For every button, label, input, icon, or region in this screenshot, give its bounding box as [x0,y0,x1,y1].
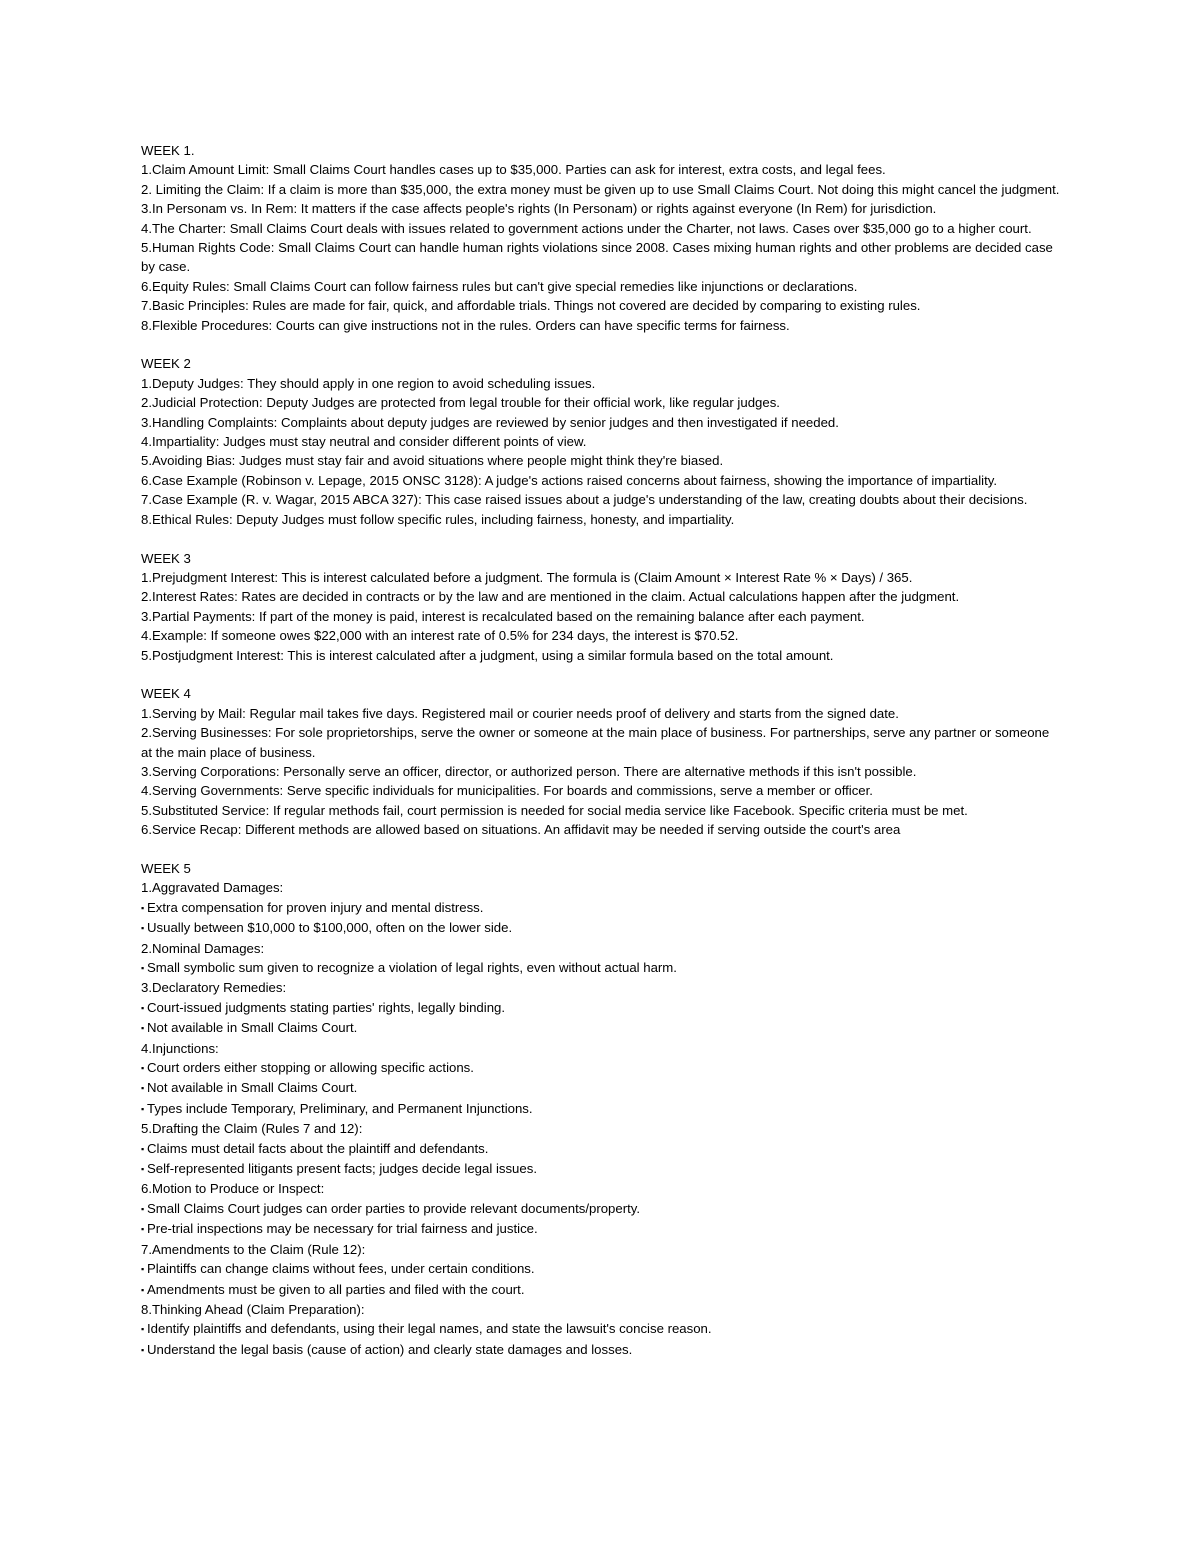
bullet-text: Not available in Small Claims Court. [147,1020,358,1036]
bullet-text: Identify plaintiffs and defendants, using their legal names, and state the lawsuit's concise reason. [147,1321,712,1337]
item-text: Rates are decided in contracts or by the law and are mentioned in the claim. Actual calculations happen after the judgment. [237,589,960,605]
bullet-text: Court-issued judgments stating parties' rights, legally binding. [147,999,506,1015]
week-5-group-8-heading: 8.Thinking Ahead (Claim Preparation): [141,1301,365,1317]
item-number: 6. [141,822,152,838]
bullet-icon: ▪ [141,1264,145,1275]
item-number: 2. [141,589,152,605]
week-4-section [141,684,1061,839]
bullet-icon: ▪ [141,923,145,934]
item-text: If regular methods fail, court permission is needed for social media service like Facebook. Specific criteria must be met. [269,802,968,818]
bullet-item [141,1319,1061,1339]
bullet-icon: ▪ [141,1023,145,1034]
item-number: 3. [141,414,152,430]
week-2-item-1 [141,374,1061,393]
item-text: They should apply in one region to avoid scheduling issues. [243,375,596,391]
item-text: Deputy Judges must follow specific rules, including fairness, honesty, and impartiality. [232,511,735,527]
item-text: Regular mail takes five days. Registered mail or courier needs proof of delivery and starts from the signed date. [245,705,899,721]
bullet-icon: ▪ [141,1103,145,1114]
item-text: It matters if the case affects people's rights (In Personam) or rights against everyone (In Rem) for jurisdiction. [297,201,937,217]
item-term: Human Rights Code: [152,240,275,256]
week-1-item-7 [141,296,1061,315]
item-number: 5. [141,240,152,256]
item-term: Serving Governments: [152,783,284,799]
item-term: Limiting the Claim: [155,181,265,197]
item-term: Ethical Rules: [152,511,233,527]
item-term: Flexible Procedures: [152,317,273,333]
item-text: Deputy Judges are protected from legal trouble for their official work, like regular judges. [262,395,780,411]
week-2-title: WEEK 2 [141,356,191,372]
item-text: A judge's actions raised concerns about fairness, showing the importance of impartiality. [481,472,998,488]
item-number: 1. [141,569,152,585]
item-number: 1. [141,375,152,391]
item-text: Judges must stay fair and avoid situations where people might think they're biased. [235,453,724,469]
item-number: 3. [141,201,152,217]
item-text: Small Claims Court deals with issues related to government actions under the Charter, not laws. Cases over $35,000 go to a higher court. [226,220,1032,236]
item-text: Judges must stay neutral and consider different points of view. [219,434,587,450]
week-4-title: WEEK 4 [141,686,191,702]
item-number: 4. [141,220,152,236]
item-number: 5. [141,647,152,663]
bullet-icon: ▪ [141,1002,145,1013]
week-5-group-7-heading: 7.Amendments to the Claim (Rule 12): [141,1241,366,1257]
week-4-item-5 [141,801,1061,820]
item-text: Small Claims Court handles cases up to $35,000. Parties can ask for interest, extra costs, and legal fees. [269,162,886,178]
item-text: If someone owes $22,000 with an interest rate of 0.5% for 234 days, the interest is $70.52. [206,628,739,644]
item-text: This is interest calculated after a judgment, using a similar formula based on the total amount. [283,647,834,663]
bullet-item [141,898,1061,918]
week-4-item-2 [141,723,1061,762]
item-term: The Charter: [152,220,227,236]
item-term: Case Example (Robinson v. Lepage, 2015 ONSC 3128): [152,472,482,488]
bullet-item [141,1139,1061,1159]
item-term: Interest Rates: [152,589,238,605]
item-number: 5. [141,802,152,818]
bullet-icon: ▪ [141,1164,145,1175]
item-text: If a claim is more than $35,000, the extra money must be given up to use Small Claims Court. Not doing this might cancel the judgment. [264,181,1060,197]
bullet-icon: ▪ [141,1083,145,1094]
item-term: Judicial Protection: [152,395,263,411]
week-3-item-3 [141,607,1061,626]
week-5-group-5-heading: 5.Drafting the Claim (Rules 7 and 12): [141,1121,363,1137]
week-1-item-3 [141,199,1061,218]
item-number: 6. [141,472,152,488]
bullet-icon: ▪ [141,1324,145,1335]
bullet-text: Not available in Small Claims Court. [147,1080,358,1096]
week-5-title: WEEK 5 [141,860,191,876]
week-2-item-2 [141,393,1061,412]
item-text: Complaints about deputy judges are reviewed by senior judges and then investigated if needed. [277,414,839,430]
item-text: This is interest calculated before a judgment. The formula is (Claim Amount × Interest Rate % × Days) / 365. [278,569,913,585]
week-4-item-1 [141,704,1061,723]
week-2-item-7 [141,490,1061,509]
bullet-icon: ▪ [141,1143,145,1154]
bullet-icon: ▪ [141,1203,145,1214]
bullet-text: Understand the legal basis (cause of action) and clearly state damages and losses. [147,1341,633,1357]
item-term: Example: [152,628,207,644]
item-number: 7. [141,298,152,314]
week-1-item-5 [141,238,1061,277]
item-text: Serve specific individuals for municipalities. For boards and commissions, serve a member or officer. [283,783,873,799]
bullet-text: Pre-trial inspections may be necessary for trial fairness and justice. [147,1221,538,1237]
bullet-item [141,1058,1061,1078]
week-5-group-3-heading: 3.Declaratory Remedies: [141,980,287,996]
item-term: Serving Businesses: [152,725,272,741]
item-term: Substituted Service: [152,802,270,818]
item-text: This case raised issues about a judge's understanding of the law, creating doubts about their decisions. [421,492,1028,508]
bullet-item [141,1199,1061,1219]
item-number: 2. [141,181,156,197]
item-text: Small Claims Court can handle human rights violations since 2008. Cases mixing human rights and other problems are decided case by case. [141,240,1053,275]
bullet-icon: ▪ [141,902,145,913]
item-term: Prejudgment Interest: [152,569,279,585]
item-term: In Personam vs. In Rem: [152,201,298,217]
week-3-item-4 [141,626,1061,645]
bullet-item [141,1078,1061,1098]
item-term: Service Recap: [152,822,242,838]
item-term: Avoiding Bias: [152,453,236,469]
item-number: 2. [141,725,152,741]
week-5-section [141,859,1061,1360]
week-1-section [141,141,1061,335]
bullet-item [141,1159,1061,1179]
week-2-item-3 [141,413,1061,432]
week-1-item-1 [141,160,1061,179]
bullet-item [141,1280,1061,1300]
item-number: 5. [141,453,152,469]
bullet-icon: ▪ [141,1284,145,1295]
item-term: Case Example (R. v. Wagar, 2015 ABCA 327): [152,492,422,508]
week-1-title: WEEK 1. [141,143,195,158]
week-3-item-2 [141,587,1061,606]
week-4-item-3 [141,762,1061,781]
bullet-icon: ▪ [141,1344,145,1355]
item-text: Personally serve an officer, director, or authorized person. There are alternative methods if this isn't possible. [279,763,917,779]
bullet-text: Extra compensation for proven injury and mental distress. [147,899,484,915]
week-5-group-6-heading: 6.Motion to Produce or Inspect: [141,1181,325,1197]
item-term: Postjudgment Interest: [152,647,284,663]
bullet-text: Small Claims Court judges can order parties to provide relevant documents/property. [147,1200,641,1216]
bullet-item [141,1259,1061,1279]
item-number: 2. [141,395,152,411]
week-1-item-2 [141,180,1061,199]
item-term: Serving by Mail: [152,705,246,721]
bullet-text: Court orders either stopping or allowing specific actions. [147,1060,474,1076]
item-number: 4. [141,783,152,799]
item-number: 1. [141,705,152,721]
bullet-text: Small symbolic sum given to recognize a violation of legal rights, even without actual harm. [147,960,677,975]
week-2-item-6 [141,471,1061,490]
bullet-item [141,958,1061,978]
item-number: 6. [141,278,152,294]
item-term: Claim Amount Limit: [152,162,270,178]
week-3-item-1 [141,568,1061,587]
week-1-item-8 [141,316,1061,335]
item-term: Impartiality: [152,434,220,450]
bullet-item [141,1018,1061,1038]
bullet-text: Plaintiffs can change claims without fees, under certain conditions. [147,1261,535,1277]
bullet-text: Claims must detail facts about the plaintiff and defendants. [147,1140,489,1156]
week-4-item-6 [141,820,1061,839]
week-1-item-4 [141,219,1061,238]
item-number: 7. [141,492,152,508]
bullet-item [141,918,1061,938]
bullet-text: Self-represented litigants present facts; judges decide legal issues. [147,1161,537,1177]
week-1-item-6 [141,277,1061,296]
item-term: Partial Payments: [152,608,256,624]
item-text: Courts can give instructions not in the rules. Orders can have specific terms for fairness. [272,317,790,333]
item-number: 3. [141,608,152,624]
bullet-item [141,1340,1061,1360]
item-term: Basic Principles: [152,298,249,314]
bullet-text: Usually between $10,000 to $100,000, often on the lower side. [147,920,513,936]
item-number: 3. [141,763,152,779]
week-2-section [141,354,1061,529]
item-term: Serving Corporations: [152,763,280,779]
week-5-group-1-heading: 1.Aggravated Damages: [141,880,284,896]
week-2-item-8 [141,510,1061,529]
item-number: 1. [141,162,152,178]
bullet-item [141,1219,1061,1239]
bullet-text: Types include Temporary, Preliminary, and Permanent Injunctions. [147,1100,533,1116]
week-3-item-5 [141,646,1061,665]
week-5-group-4-heading: 4.Injunctions: [141,1040,219,1056]
item-text: Rules are made for fair, quick, and affordable trials. Things not covered are decided by comparing to existing rules. [248,298,921,314]
item-term: Handling Complaints: [152,414,278,430]
week-4-item-4 [141,781,1061,800]
item-term: Equity Rules: [152,278,230,294]
item-text: If part of the money is paid, interest is recalculated based on the remaining balance after each payment. [255,608,865,624]
week-5-group-2-heading: 2.Nominal Damages: [141,940,265,956]
item-number: 4. [141,434,152,450]
week-3-section [141,549,1061,665]
item-text: Small Claims Court can follow fairness rules but can't give special remedies like injunctions or declarations. [229,278,858,294]
item-term: Deputy Judges: [152,375,244,391]
bullet-text: Amendments must be given to all parties and filed with the court. [147,1281,525,1297]
bullet-item [141,998,1061,1018]
item-number: 8. [141,317,152,333]
item-text: For sole proprietorships, serve the owner or someone at the main place of business. For partnerships, serve any partner or someone at the main place of business. [141,725,1050,760]
bullet-icon: ▪ [141,963,145,973]
item-number: 4. [141,628,152,644]
item-number: 8. [141,511,152,527]
bullet-item [141,1099,1061,1119]
item-text: Different methods are allowed based on situations. An affidavit may be needed if serving outside the court's area [241,822,901,838]
document-page [141,141,1061,1380]
week-3-title: WEEK 3 [141,550,191,566]
week-2-item-5 [141,451,1061,470]
bullet-icon: ▪ [141,1224,145,1235]
bullet-icon: ▪ [141,1063,145,1074]
week-2-item-4 [141,432,1061,451]
